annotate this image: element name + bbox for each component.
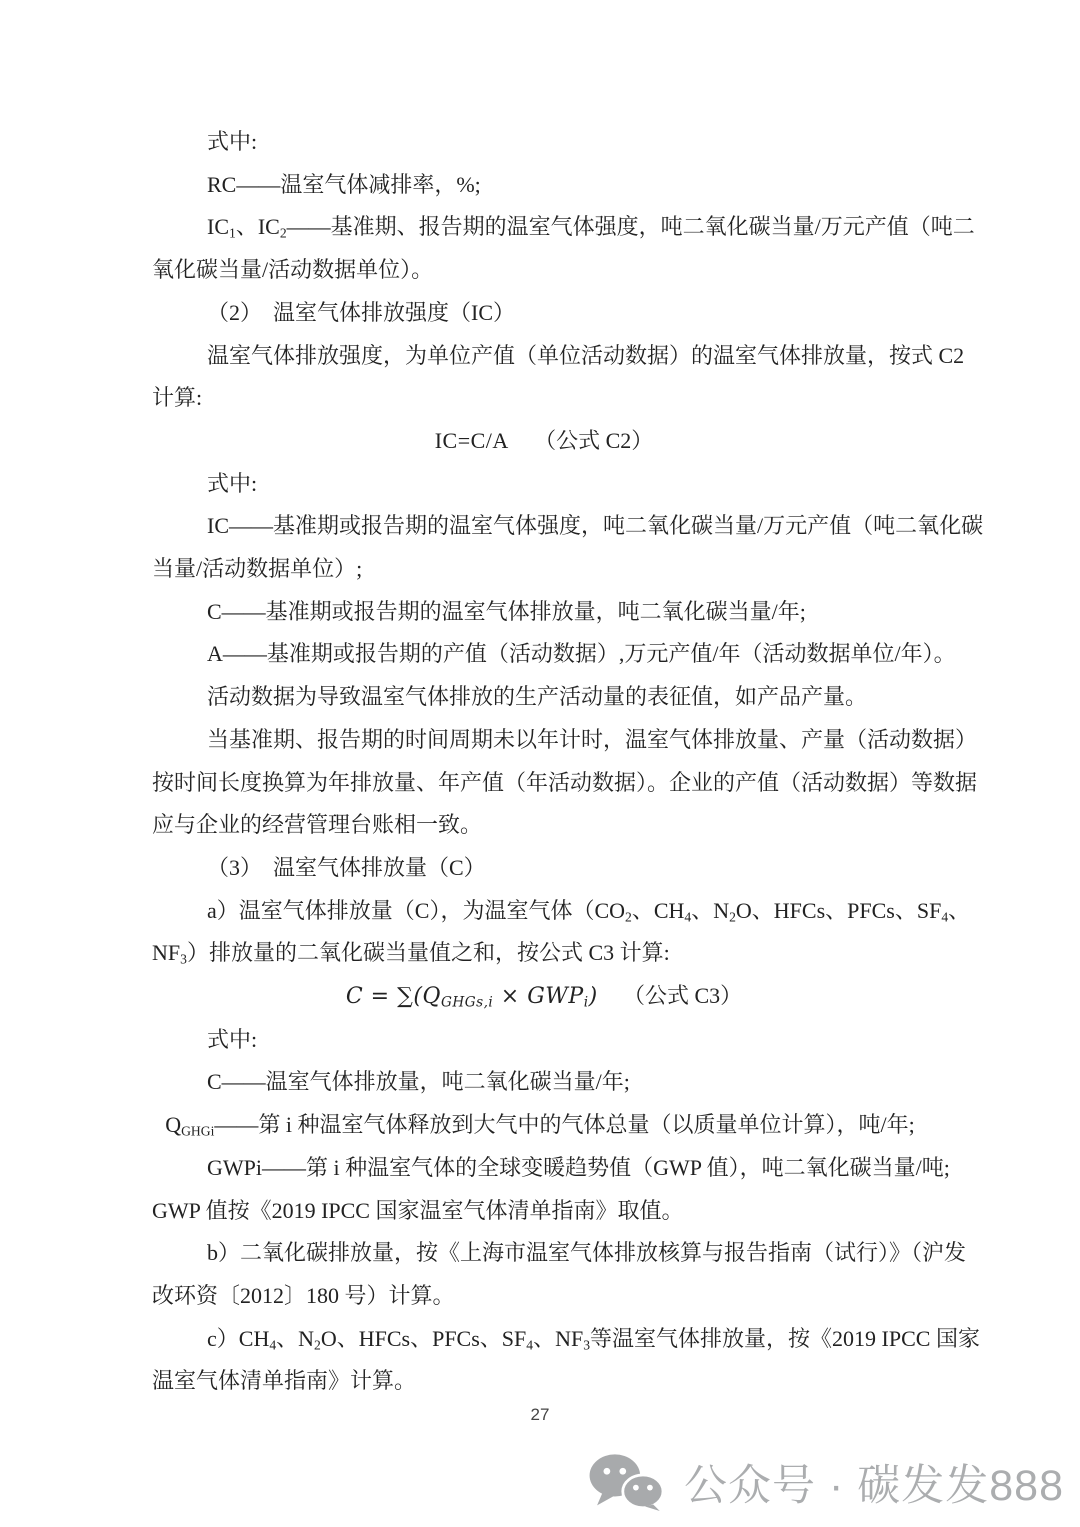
wechat-icon <box>587 1453 667 1511</box>
text-line: 按时间长度换算为年排放量、年产值（年活动数据）。企业的产值（活动数据）等数据 <box>152 769 978 795</box>
text-line: 式中: <box>207 129 258 154</box>
formula-line <box>152 975 936 1019</box>
text-line: $c)CH_4$、$N_2O$、HFCs、PFCs、$SF_4$、$NF_3$等温室气体排放量，按《2019 IPCC 国家 <box>207 1325 980 1353</box>
watermark <box>587 1447 1064 1517</box>
page-number: 27 <box>530 1405 550 1424</box>
text-line: 活动数据为导致温室气体排放的生产活动量的表征值，如产品产量。 <box>207 684 868 710</box>
text-line: GWP 值按《2019 IPCC 国家温室气体清单指南》取值。 <box>152 1197 684 1223</box>
text-line: 计算: <box>152 385 203 411</box>
text-line: 氧化碳当量/活动数据单位）。 <box>152 257 434 283</box>
text-line: （3） 温室气体排放量（C） <box>207 854 486 880</box>
text-line: $NF_3$）排放量的二氧化碳当量值之和，按公式 C3 计算: <box>152 940 670 967</box>
text-line: RC——温室气体减排率，%; <box>207 171 481 197</box>
text-line: 当基准期、报告期的时间周期未以年计时，温室气体排放量、产量（活动数据） <box>207 726 978 752</box>
text-line: GWPi——第 i 种温室气体的全球变暖趋势值（GWP 值），吨二氧化碳当量/吨; <box>207 1154 950 1180</box>
text-line: A——基准期或报告期的产值（活动数据）,万元产值/年（活动数据单位/年）。 <box>207 641 956 667</box>
text-line: 温室气体排放强度，为单位产值（单位活动数据）的温室气体排放量，按式 C2 <box>207 342 965 368</box>
text-line: 应与企业的经营管理台账相一致。 <box>152 812 483 838</box>
text-line: $Q_{GHGi}——$第 i 种温室气体释放到大气中的气体总量（以质量单位计算），吨/年; <box>165 1112 915 1139</box>
text-line: （2） 温室气体排放强度（IC） <box>207 299 516 325</box>
formula-math: $C = \sum(Q_{GHGs,i} \times GWP_i)$ <box>345 984 598 1011</box>
text-line: IC——基准期或报告期的温室气体强度，吨二氧化碳当量/万元产值（吨二氧化碳 <box>207 513 984 539</box>
formula-line <box>152 420 936 463</box>
text-line: b）二氧化碳排放量，按《上海市温室气体排放核算与报告指南（试行）》（沪发 <box>207 1240 967 1266</box>
text-line: 式中: <box>207 470 258 496</box>
text-line: $IC_1$、$IC_2——$基准期、报告期的温室气体强度，吨二氧化碳当量/万元产值（吨二 <box>207 214 975 241</box>
formula-label: （公式 C3） <box>622 983 743 1009</box>
text-line: C——基准期或报告期的温室气体排放量，吨二氧化碳当量/年; <box>207 598 806 624</box>
text-line: 式中: <box>207 1026 258 1052</box>
watermark-text: 公众号 · 碳发发888 <box>684 1461 1064 1510</box>
text-line: 改环资〔2012〕180 号）计算。 <box>152 1282 455 1308</box>
text-line: C——温室气体排放量，吨二氧化碳当量/年; <box>207 1069 630 1095</box>
text-line: 温室气体清单指南》计算。 <box>152 1368 417 1394</box>
text-line: a）温室气体排放量（C），为温室气体（$CO_2$、$CH_4$、$N_2O$、HFCs、PFCs、$SF_4$、 <box>207 897 971 925</box>
formula-label: （公式 C2） <box>534 427 654 453</box>
document-body <box>152 121 984 1403</box>
text-line: 当量/活动数据单位）; <box>152 556 363 582</box>
formula-math: IC=C/A <box>434 427 509 453</box>
